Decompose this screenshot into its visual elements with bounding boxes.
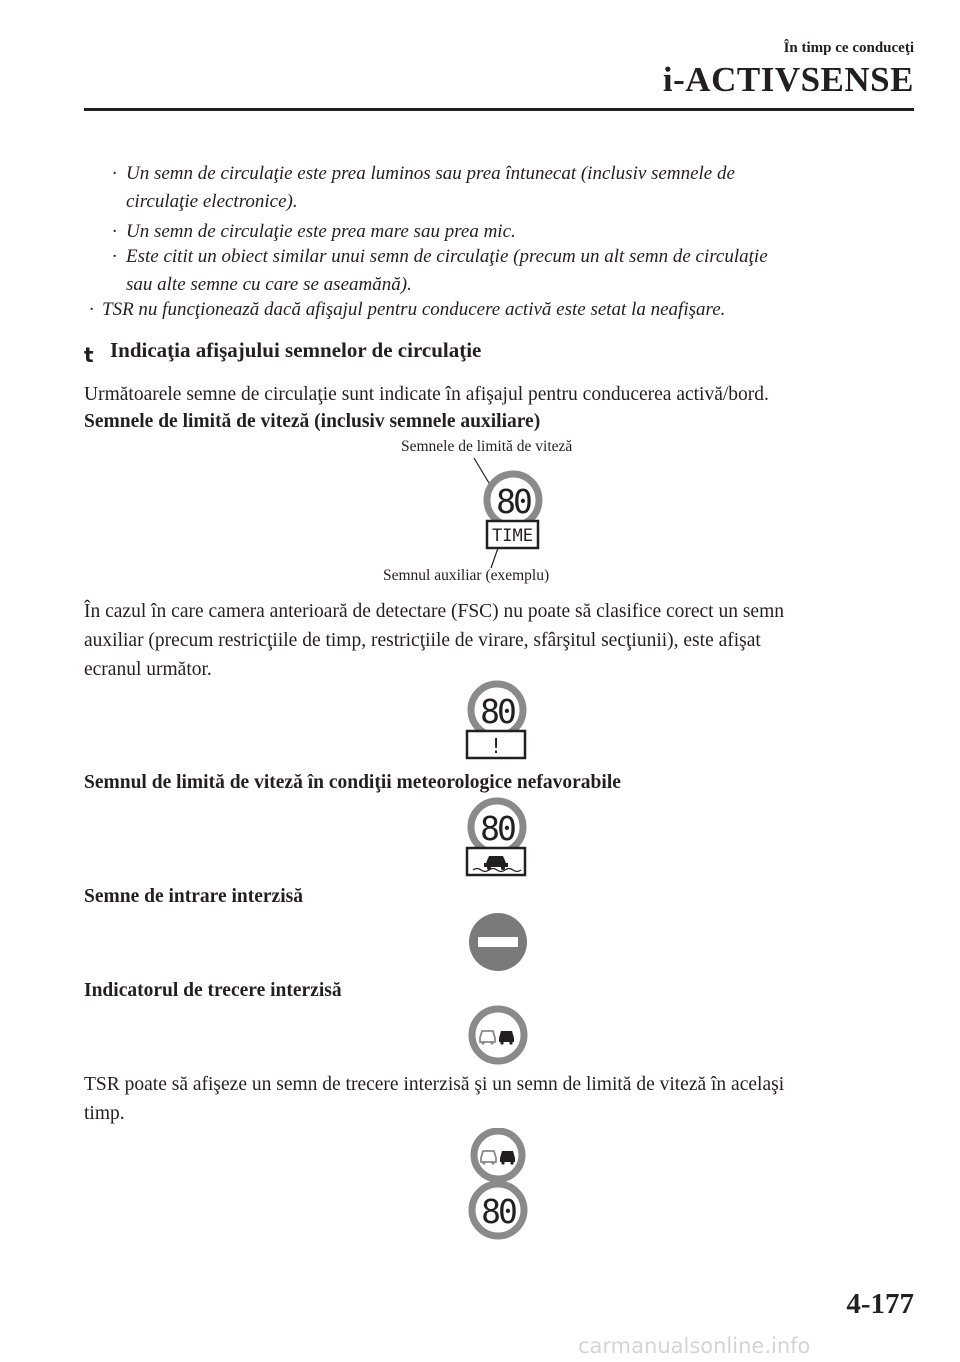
figure-label-aux-sign: Semnul auxiliar (exemplu)	[383, 567, 550, 584]
bullet-dot: ·	[89, 299, 94, 320]
weather-heading: Semnul de limită de viteză în condiţii meteorologice nefavorabile	[84, 772, 621, 793]
intro-paragraph: Următoarele semne de circulaţie sunt indicate în afişajul pentru conducerea activă/bord.	[84, 384, 769, 405]
sub-bullet-item	[112, 243, 892, 299]
bullet-dot: ·	[112, 221, 117, 242]
combined-paragraph	[84, 1070, 904, 1128]
wheel-icon	[491, 1161, 494, 1164]
bullet-dot: ·	[112, 246, 117, 267]
no-overtaking-and-speed-limit-figure	[463, 1128, 533, 1243]
speed-limit-value: 80	[480, 809, 514, 848]
paragraph-line: În cazul în care camera anterioară de detectare (FSC) nu poate să clasifice corect un semn	[84, 601, 785, 622]
sub-bullet-line: circulaţie electronice).	[126, 191, 298, 212]
sub-bullet-line: sau alte semne cu care se aseamănă).	[126, 274, 412, 295]
leader-line	[491, 548, 498, 568]
car-filled-icon	[500, 1151, 515, 1162]
paragraph-line: ecranul următor.	[84, 659, 212, 680]
chapter-title: i-ACTIVSENSE	[662, 60, 914, 99]
bullet-dot: ·	[112, 163, 117, 184]
sub-bullet-item	[112, 160, 892, 216]
paragraph-line: auxiliar (precum restricţiile de timp, restricţiile de virare, sfârşitul secţiunii), este afişat	[84, 630, 761, 651]
wheel-icon	[482, 1161, 485, 1164]
wheel-icon	[501, 1161, 504, 1164]
aux-sign-text: TIME	[492, 526, 533, 546]
bullet-item	[89, 296, 889, 324]
paragraph-line: TSR poate să afişeze un semn de trecere interzisă şi un semn de limită de viteză în acelaşi	[84, 1074, 785, 1095]
speed-limit-with-aux-figure	[460, 455, 560, 570]
speed-limit-weather-figure	[455, 795, 545, 880]
no-entry-heading: Semne de intrare interzisă	[84, 886, 303, 907]
paragraph-line: timp.	[84, 1103, 125, 1124]
fsc-paragraph	[84, 597, 904, 684]
running-header: În timp ce conduceţi	[783, 40, 914, 56]
sub-bullet-item	[112, 218, 892, 246]
speed-limit-value: 80	[481, 1192, 515, 1231]
sign-ring	[472, 1009, 524, 1061]
no-overtaking-sign-icon	[466, 1005, 530, 1069]
speed-limit-value: 80	[480, 692, 514, 731]
no-entry-bar	[478, 937, 518, 947]
aux-sign-text: !	[489, 734, 503, 758]
speed-limit-heading: Semnele de limită de viteză (inclusiv semnele auxiliare)	[84, 411, 541, 432]
sub-bullet-line: Un semn de circulaţie este prea luminos sau prea întunecat (inclusiv semnele de	[126, 163, 735, 184]
no-overtaking-heading: Indicatorul de trecere interzisă	[84, 980, 342, 1001]
section-marker-icon: t	[84, 343, 94, 367]
watermark: carmanualsonline.info	[578, 1334, 811, 1358]
page-number: 4-177	[846, 1288, 914, 1320]
speed-limit-value: 80	[496, 482, 530, 521]
sub-bullet-line: Un semn de circulaţie este prea mare sau prea mic.	[126, 221, 516, 242]
no-entry-sign-icon	[466, 912, 530, 976]
sub-bullet-line: Este citit un obiect similar unui semn de circulaţie (precum un alt semn de circulaţie	[126, 246, 768, 267]
speed-limit-unknown-aux-figure	[455, 680, 545, 765]
figure-label-speed-limit: Semnele de limită de viteză	[401, 438, 573, 455]
wheel-icon	[510, 1161, 513, 1164]
bullet-line: TSR nu funcţionează dacă afişajul pentru conducere activă este setat la neafişare.	[102, 299, 726, 320]
section-heading: Indicaţia afişajului semnelor de circulaţie	[110, 338, 482, 362]
header-divider	[84, 108, 914, 111]
